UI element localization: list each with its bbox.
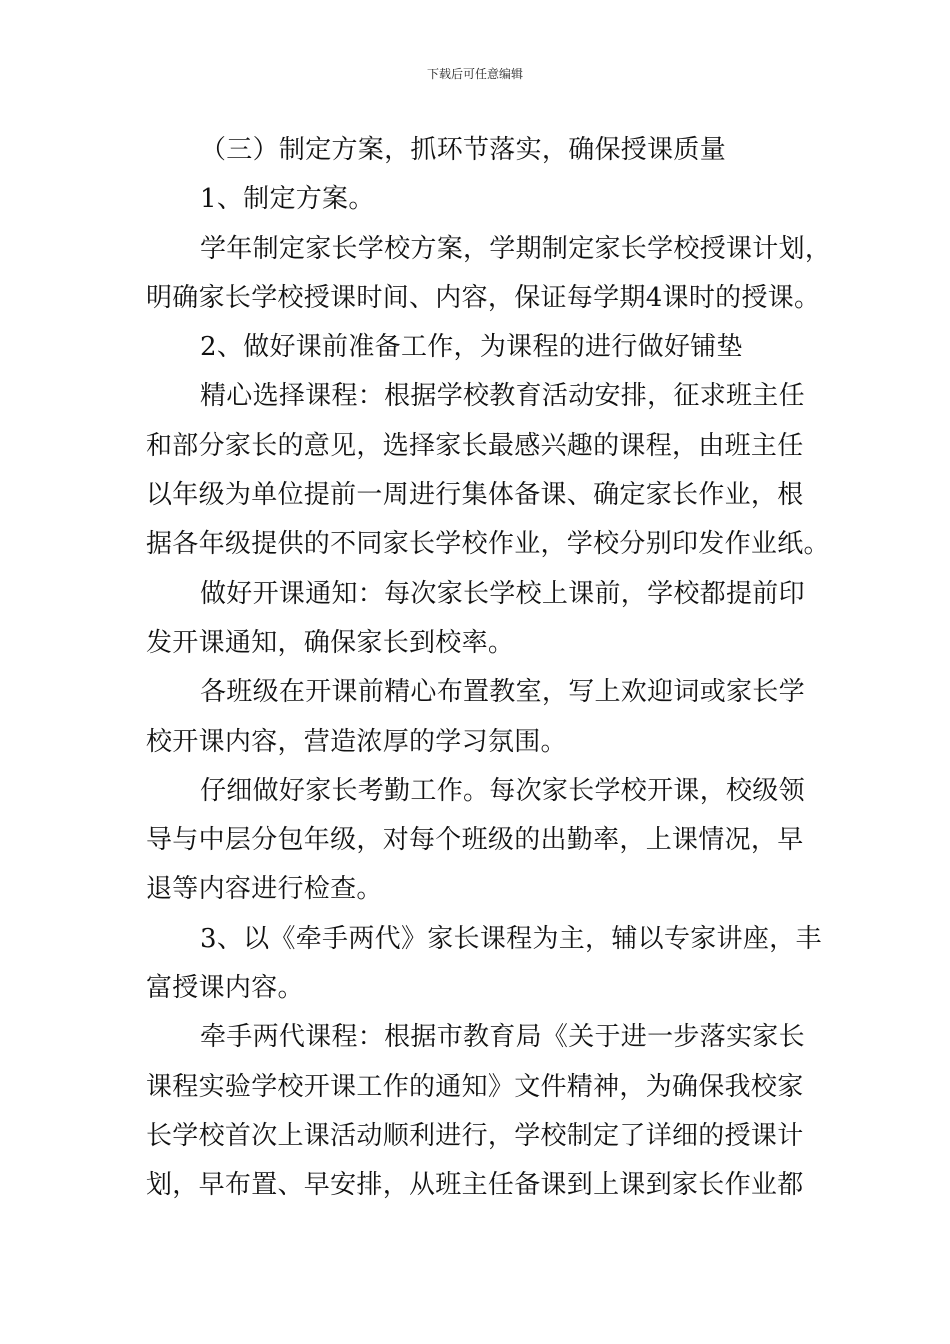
text-line: 长学校首次上课活动顺利进行，学校制定了详细的授课计	[146, 1120, 804, 1151]
subheading-1: 1、制定方案。	[200, 184, 375, 215]
subheading-3: 3、以《牵手两代》家长课程为主，辅以专家讲座，丰	[200, 923, 822, 954]
document-body	[146, 126, 832, 1211]
text-line: 富授课内容。	[146, 973, 304, 1004]
text-line: 做好开课通知：每次家长学校上课前，学校都提前印	[200, 578, 805, 609]
text-line: 课程实验学校开课工作的通知》文件精神，为确保我校家	[146, 1071, 804, 1102]
text-line: 牵手两代课程：根据市教育局《关于进一步落实家长	[200, 1022, 805, 1053]
subheading-2: 2、做好课前准备工作，为课程的进行做好铺垫	[200, 332, 743, 363]
text-line: 据各年级提供的不同家长学校作业，学校分别印发作业纸。	[146, 529, 830, 560]
text-line: 和部分家长的意见，选择家长最感兴趣的课程，由班主任	[146, 430, 804, 461]
section-heading: （三）制定方案，抓环节落实，确保授课质量	[200, 135, 727, 165]
text-line: 明确家长学校授课时间、内容，保证每学期4课时的授课。	[146, 282, 821, 313]
text-line: 导与中层分包年级，对每个班级的出勤率，上课情况，早	[146, 825, 804, 856]
text-line: 仔细做好家长考勤工作。每次家长学校开课，校级领	[200, 775, 805, 806]
text-line: 学年制定家长学校方案，学期制定家长学校授课计划，	[200, 233, 832, 264]
text-line: 校开课内容，营造浓厚的学习氛围。	[146, 726, 567, 757]
text-line: 精心选择课程：根据学校教育活动安排，征求班主任	[200, 381, 805, 412]
page-header: 下载后可任意编辑	[426, 67, 523, 81]
text-line: 各班级在开课前精心布置教室，写上欢迎词或家长学	[200, 677, 805, 708]
text-line: 以年级为单位提前一周进行集体备课、确定家长作业，根	[146, 480, 804, 511]
text-line: 发开课通知，确保家长到校率。	[146, 627, 515, 658]
text-line: 划，早布置、早安排，从班主任备课到上课到家长作业都	[146, 1170, 804, 1201]
text-line: 退等内容进行检查。	[146, 874, 383, 905]
